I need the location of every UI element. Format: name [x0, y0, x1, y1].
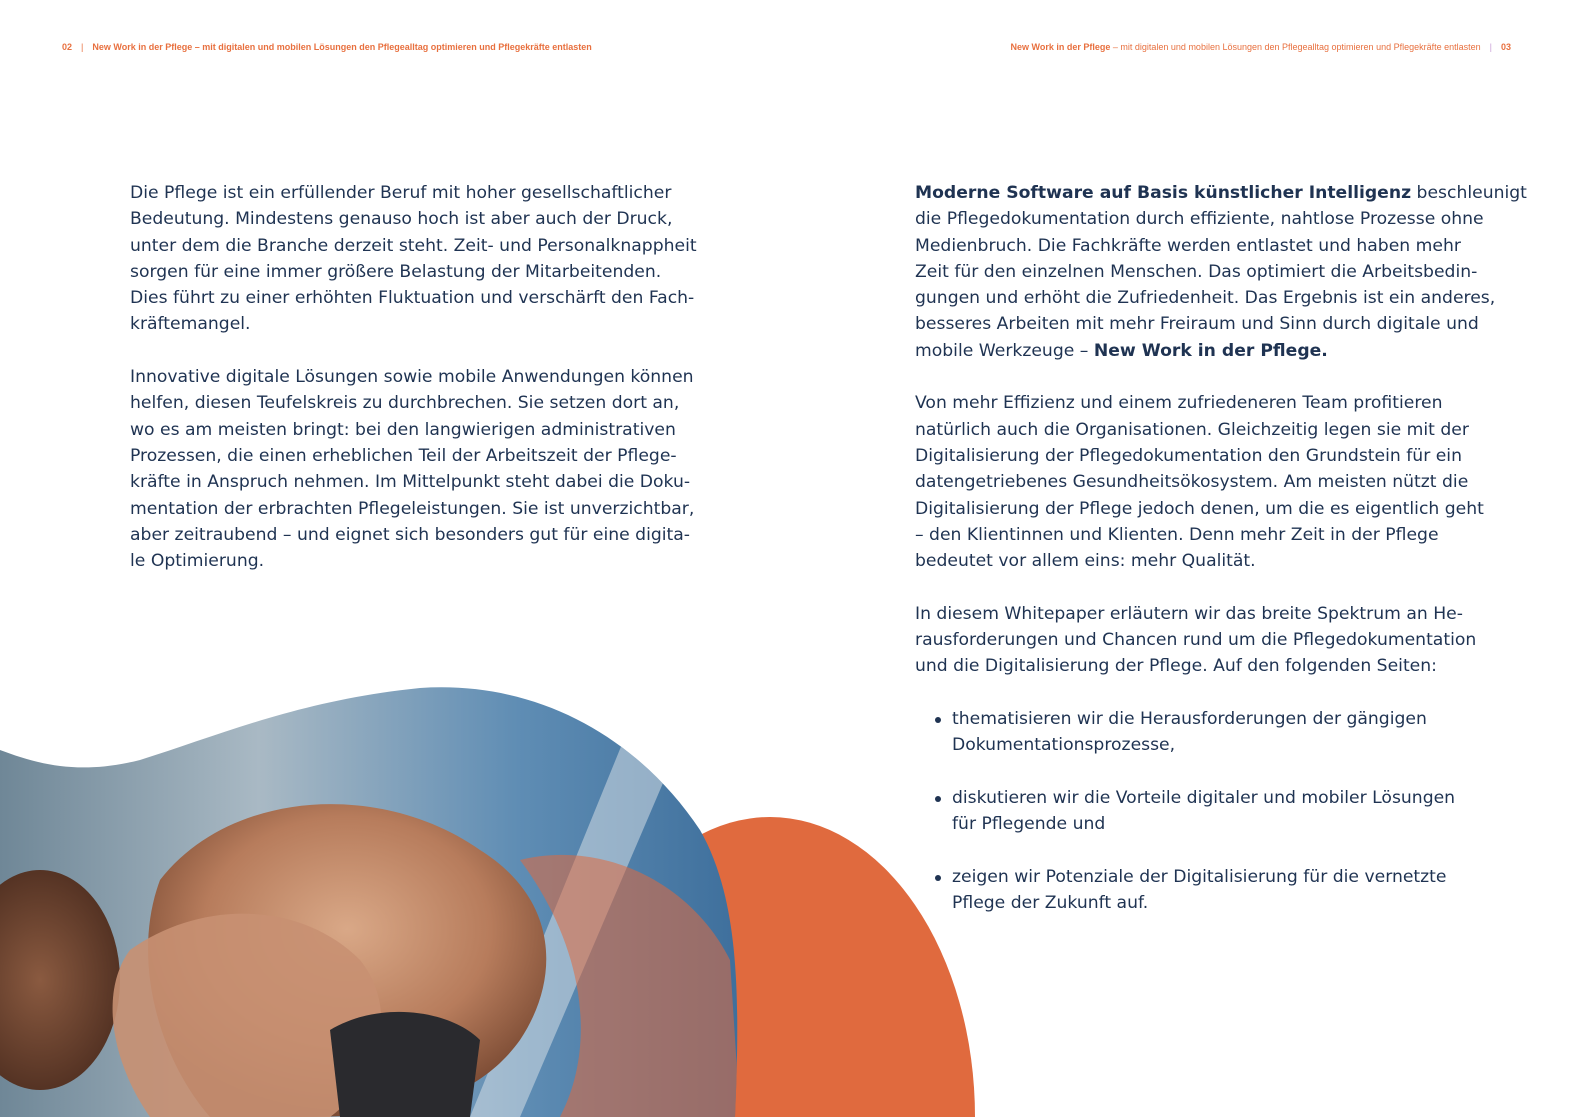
text-line: die Pflegedokumentation durch effiziente, nahtlose Prozesse ohne: [915, 209, 1484, 230]
text-line: Pflege der Zukunft auf.: [952, 893, 1149, 914]
bullet-icon: [935, 875, 941, 881]
text-line: In diesem Whitepaper erläutern wir das breite Spektrum an He-: [915, 603, 1463, 624]
text-line: diskutieren wir die Vorteile digitaler und mobiler Lösungen: [952, 787, 1456, 808]
text-line: gungen und erhöht die Zufriedenheit. Das Ergebnis ist ein anderes,: [915, 288, 1496, 309]
text-line: – den Klientinnen und Klienten. Denn mehr Zeit in der Pflege: [915, 524, 1439, 545]
text-line: Bedeutung. Mindestens genauso hoch ist aber auch der Druck,: [130, 209, 673, 230]
intro-bold-tagline: New Work in der Pflege.: [1093, 340, 1328, 361]
text-line: Medienbruch. Die Fachkräfte werden entlastet und haben mehr: [915, 235, 1461, 256]
list-item: [915, 785, 1527, 838]
text-line: thematisieren wir die Herausforderungen der gängigen: [952, 708, 1427, 729]
text-line: natürlich auch die Organisationen. Gleichzeitig legen sie mit der: [915, 419, 1469, 440]
header-separator: |: [81, 42, 84, 52]
header-separator: |: [1489, 42, 1492, 52]
paragraph: [130, 364, 697, 574]
text-line: zeigen wir Potenziale der Digitalisierung für die vernetzte: [952, 866, 1447, 887]
bullet-icon: [935, 796, 941, 802]
text-line: und die Digitalisierung der Pflege. Auf den folgenden Seiten:: [915, 656, 1437, 677]
bullet-list: [915, 706, 1527, 916]
paragraph: [130, 180, 697, 338]
list-item: [915, 864, 1527, 917]
page-number-right: 03: [1500, 42, 1511, 52]
text-line: mentation der erbrachten Pflegeleistungen. Sie ist unverzichtbar,: [130, 498, 695, 519]
text-line: helfen, diesen Teufelskreis zu durchbrechen. Sie setzen dort an,: [130, 393, 680, 414]
text-line: Digitalisierung der Pflegedokumentation den Grundstein für ein: [915, 445, 1462, 466]
text-line: wo es am meisten bringt: bei den langwierigen administrativen: [130, 419, 676, 440]
header-left: [62, 42, 592, 52]
right-column-text: [915, 180, 1527, 943]
text-line: sorgen für eine immer größere Belastung der Mitarbeitenden.: [130, 261, 662, 282]
text-line: rausforderungen und Chancen rund um die Pflegedokumentation: [915, 630, 1477, 651]
header-left-title: New Work in der Pflege – mit digitalen und mobilen Lösungen den Pflegealltag optimieren und Pflegekräfte entlasten: [92, 42, 592, 52]
header-right-title-bold: New Work in der Pflege: [1010, 42, 1111, 52]
intro-paragraph: [915, 180, 1527, 364]
text-line: beschleunigt: [1411, 183, 1527, 203]
text-line: Prozessen, die einen erheblichen Teil der Arbeitszeit der Pflege-: [130, 445, 677, 466]
intro-bold-lead: Moderne Software auf Basis künstlicher Intelligenz: [915, 183, 1412, 203]
text-line: Innovative digitale Lösungen sowie mobile Anwendungen können: [130, 367, 694, 388]
text-line: bedeutet vor allem eins: mehr Qualität.: [915, 551, 1256, 572]
text-line: besseres Arbeiten mit mehr Freiraum und Sinn durch digitale und: [915, 314, 1479, 335]
text-line: Von mehr Effizienz und einem zufriedeneren Team profitieren: [915, 393, 1443, 414]
page-number-left: 02: [62, 42, 73, 52]
text-line: unter dem die Branche derzeit steht. Zeit- und Personalknappheit: [130, 235, 697, 256]
text-line: für Pflegende und: [952, 814, 1106, 835]
paragraph: [915, 390, 1527, 574]
text-line: Digitalisierung der Pflege jedoch denen, um die es eigentlich geht: [915, 498, 1484, 519]
text-line: kräfte in Anspruch nehmen. Im Mittelpunkt steht dabei die Doku-: [130, 472, 691, 493]
header-right: [1011, 42, 1511, 52]
left-column-text: [130, 180, 697, 601]
text-line: Die Pflege ist ein erfüllender Beruf mit hoher gesellschaftlicher: [130, 183, 672, 203]
text-line: Zeit für den einzelnen Menschen. Das optimiert die Arbeitsbedin-: [915, 261, 1478, 282]
hands-photo: [0, 680, 740, 1117]
list-item: [915, 706, 1527, 759]
header-right-title-rest: – mit digitalen und mobilen Lösungen den Pflegealltag optimieren und Pflegekräfte entlasten: [1110, 42, 1481, 52]
text-line: le Optimierung.: [130, 551, 265, 572]
text-line: aber zeitraubend – und eignet sich besonders gut für eine digita-: [130, 524, 691, 545]
bullet-icon: [935, 717, 941, 723]
paragraph: [915, 601, 1527, 680]
text-line: datengetriebenes Gesundheitsökosystem. Am meisten nützt die: [915, 472, 1469, 493]
text-line: Dokumentationsprozesse,: [952, 735, 1176, 756]
text-line: mobile Werkzeuge –: [915, 340, 1094, 361]
text-line: Dies führt zu einer erhöhten Fluktuation und verschärft den Fach-: [130, 288, 695, 309]
text-line: kräftemangel.: [130, 314, 251, 335]
